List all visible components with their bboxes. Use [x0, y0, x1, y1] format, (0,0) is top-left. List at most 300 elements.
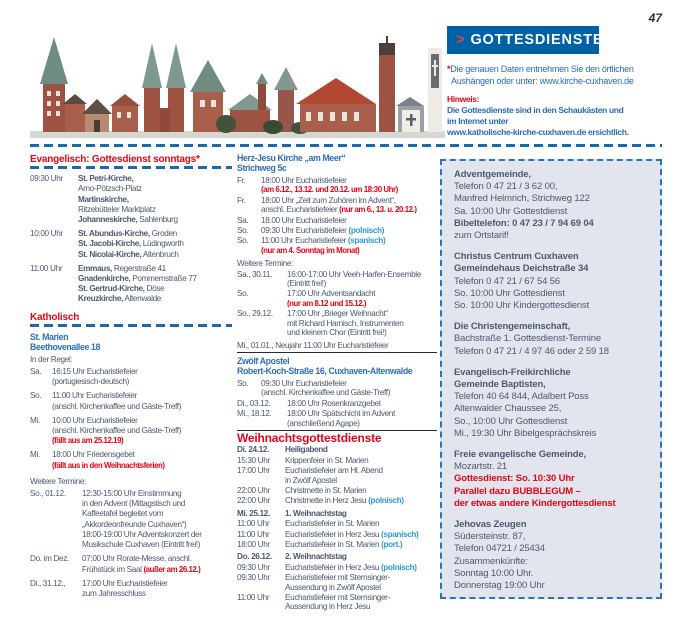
text-segment: Emmaus, — [78, 263, 112, 273]
schedule-row — [237, 530, 437, 539]
row-text — [52, 391, 232, 411]
schedule-row — [237, 466, 437, 485]
text-segment: (nur am 6., 13. u. 20.12.) — [339, 205, 417, 215]
text-line — [82, 499, 232, 509]
text-segment: Arno-Pötzsch-Platz — [78, 184, 142, 194]
text-segment: Weitere Termine: — [30, 476, 86, 486]
row-text — [285, 552, 437, 561]
text-segment: und kleinem Chor (Eintritt frei!) — [287, 328, 387, 338]
text-segment: (polnisch) — [368, 496, 404, 506]
text-segment: Telefon 0 47 21 / 4 97 46 oder 2 59 18 — [454, 345, 609, 357]
churches-skyline-image — [30, 34, 445, 144]
text-segment: Sa. 10:00 Uhr Gottestdienst — [454, 205, 568, 217]
text-line — [285, 540, 437, 549]
row-label: Mi., 18.12. — [237, 409, 272, 419]
text-segment: „Akkordeonfreunde Cuxhaven“) — [82, 519, 187, 529]
text-segment: (port.) — [381, 540, 403, 549]
text-segment: Parallel dazu BUBBLEGUM – — [454, 485, 581, 497]
text-segment: Eucharistiefeier in St. Marien — [285, 540, 382, 549]
schedule-row — [30, 174, 232, 225]
text-segment: Eucharistiefeier am Hl. Abend — [285, 466, 383, 476]
text-line — [261, 196, 437, 205]
text-segment: (am 6.12., 13.12. und 20.12. um 18:30 Uhr) — [261, 185, 398, 195]
text-segment: anschl. Eucharistiefeier — [261, 205, 340, 215]
text-segment: 2. Weihnachtstag — [285, 552, 347, 562]
schedule-row — [237, 563, 437, 572]
text-segment: 12:30-15:00 Uhr Einstimmung — [82, 489, 182, 499]
heading-line — [237, 366, 437, 376]
text-segment: (fällt aus in den Weihnachtsferien) — [52, 460, 165, 470]
church-name-heading — [30, 332, 232, 352]
row-label: Di., 03.12. — [237, 398, 271, 408]
text-segment: Heiligabend — [285, 445, 328, 455]
schedule-row — [30, 391, 232, 411]
text-line — [82, 589, 232, 599]
text-line — [82, 579, 232, 589]
text-segment: Telefon 40 64 844, Adalbert Poss — [454, 391, 589, 403]
text-segment: zum Ortstarif! — [454, 230, 509, 242]
row-text — [287, 270, 437, 289]
schedule-row — [237, 226, 437, 235]
heading-line — [30, 332, 232, 342]
info-line — [454, 193, 654, 205]
schedule-row — [30, 229, 232, 260]
schedule-row — [237, 409, 437, 428]
section-title-banner — [447, 26, 604, 54]
text-line — [52, 367, 232, 377]
info-group — [454, 367, 654, 440]
page-number: 47 — [648, 11, 662, 25]
text-line — [52, 391, 232, 401]
info-line — [454, 218, 654, 230]
row-label: Di. 24.12. — [237, 445, 270, 455]
text-segment: (außer am 26.12.) — [143, 564, 201, 574]
info-group — [454, 449, 654, 510]
text-segment: (Eintritt frei!) — [287, 279, 326, 289]
text-line — [261, 185, 437, 194]
text-line — [237, 259, 437, 268]
schedule-row — [237, 196, 437, 215]
text-segment: Telefon 0 47 21 / 67 54 56 — [454, 275, 560, 287]
row-text — [285, 519, 437, 528]
schedule-row — [237, 309, 437, 337]
row-label: 09:30 Uhr — [237, 562, 270, 572]
text-line — [285, 519, 437, 528]
text-segment: Ritzebütteler Marktplatz — [78, 204, 156, 214]
text-segment: Gemeinde Baptisten, — [454, 379, 546, 391]
text-line — [82, 509, 232, 519]
row-label: Do. im Dez. — [30, 554, 69, 564]
row-text — [52, 450, 232, 470]
text-line — [285, 496, 437, 505]
heading-line — [30, 342, 232, 352]
schedule-row — [30, 367, 232, 387]
text-segment: Johanneskirche, — [78, 215, 138, 225]
row-text — [287, 399, 437, 408]
footnote-line: Die genauen Daten entnehmen Sie den örtlichen — [450, 64, 634, 74]
text-line — [285, 563, 437, 572]
row-label: Mi. 25.12. — [237, 508, 270, 518]
info-line — [454, 498, 654, 510]
row-text — [78, 229, 232, 260]
info-line — [454, 276, 654, 288]
row-text — [287, 309, 437, 337]
text-segment: Zusammenkünfte: — [454, 555, 528, 567]
text-segment: (anschl. Kirchenkaffee und Gäste-Treff) — [52, 426, 182, 436]
hinweis-note — [447, 94, 629, 138]
text-line — [237, 259, 437, 268]
schedule-row — [237, 270, 437, 289]
schedule-row — [237, 573, 437, 592]
text-segment: So., 10:00 Uhr Gottesdienst — [454, 415, 568, 427]
text-line — [287, 279, 437, 288]
text-line — [285, 573, 437, 582]
row-label: Mi. — [30, 415, 40, 425]
row-text — [78, 264, 232, 305]
text-line — [261, 246, 437, 255]
row-label: Di., 31.12., — [30, 578, 66, 588]
dashed-divider — [30, 324, 232, 327]
text-line — [52, 450, 232, 460]
text-segment: Adventgemeinde, — [454, 169, 531, 180]
text-segment: Sonntag 10:00 Uhr. — [454, 567, 534, 579]
row-label: 15:30 Uhr — [237, 455, 270, 465]
schedule-row — [237, 540, 437, 549]
row-label: 18:00 Uhr — [237, 540, 270, 549]
text-segment: 18:00 Uhr „Zeit zum Zuhören im Advent“, — [261, 195, 396, 205]
row-text — [261, 379, 437, 398]
title-arrow-icon: > — [456, 32, 465, 48]
text-segment: Eucharistiefeier in Herz Jesu — [285, 529, 381, 539]
dashed-divider — [30, 144, 662, 147]
text-line — [285, 583, 437, 592]
text-line — [82, 520, 232, 530]
text-segment: Kaffeetafel begleitet vom — [82, 509, 164, 519]
text-segment: Gottesdienst: So. 10:30 Uhr — [454, 473, 575, 485]
row-text — [82, 579, 232, 599]
text-line — [237, 341, 437, 350]
text-segment: in den Advent (Mittagstisch und — [82, 499, 185, 509]
schedule-row — [30, 264, 232, 305]
info-group — [454, 251, 654, 312]
schedule-row — [30, 579, 232, 599]
text-segment: St. Gertrud-Kirche, — [78, 284, 145, 294]
text-segment: Bachstraße 1. Gottesdienst-Termine — [454, 333, 601, 345]
schedule-row — [237, 509, 437, 518]
row-text — [261, 176, 437, 195]
row-label: Sa., 30.11. — [237, 269, 273, 279]
text-segment: (fällt aus am 25.12.19) — [52, 436, 124, 446]
text-line — [52, 436, 232, 446]
row-text — [261, 226, 437, 235]
text-segment: Altenwalde — [122, 294, 161, 304]
heading-line — [237, 163, 437, 173]
text-line — [287, 299, 437, 308]
text-segment: St. Marien — [30, 331, 69, 342]
info-line — [454, 580, 654, 592]
text-segment: Mi., 19:30 Uhr Bibelgesprächskreis — [454, 427, 597, 439]
text-line — [261, 205, 437, 214]
row-label: 17:00 Uhr — [237, 466, 270, 476]
text-segment: (spanisch) — [347, 236, 386, 246]
church-name-heading — [237, 153, 437, 173]
text-segment: Aussendung in Zwölf Apostel — [285, 582, 381, 592]
info-line — [454, 367, 654, 379]
text-line — [78, 215, 232, 225]
text-segment: Donnerstag 19:00 Uhr — [454, 580, 545, 592]
row-label: 11:00 Uhr — [237, 519, 270, 529]
text-segment: Bibeltelefon: 0 47 23 / 7 94 69 04 — [454, 217, 594, 229]
text-segment: (nur am 4. Sonntag im Monat) — [261, 245, 360, 255]
text-segment: (spanisch) — [380, 529, 419, 539]
row-text — [285, 530, 437, 539]
text-segment: 18:00-19:00 Uhr Adventskonzert der — [82, 529, 202, 539]
text-segment: 17:00 Uhr „Brieger Weihnacht“ — [287, 309, 388, 319]
text-segment: Telefon 0 47 21 / 3 62 00, — [454, 181, 558, 193]
text-line — [30, 355, 232, 365]
text-segment: in Zwölf Apostel — [285, 475, 337, 485]
text-line — [78, 195, 232, 205]
text-segment: 11:00 Uhr Eucharistiefeier — [52, 391, 137, 401]
page-title: GOTTESDIENSTE — [470, 32, 604, 48]
schedule-row — [237, 379, 437, 398]
text-segment: Aussendung in Herz Jesu — [285, 602, 371, 612]
text-segment: (anschl. Kirchenkaffee und Gäste-Treff) — [261, 388, 391, 398]
text-segment: 18:00 Uhr Friedensgebet — [52, 450, 135, 460]
text-segment: Altenwalder Chaussee 25, — [454, 403, 562, 415]
row-label: 22:00 Uhr — [237, 496, 270, 506]
text-line — [78, 264, 232, 274]
info-line — [454, 230, 654, 242]
text-line — [78, 174, 232, 184]
text-segment: Krippenfeier in St. Marien — [285, 455, 369, 465]
info-line — [454, 543, 654, 555]
row-label: 09:30 Uhr — [237, 573, 270, 583]
schedule-row — [237, 289, 437, 308]
info-line — [454, 473, 654, 485]
text-segment: (portugiesisch-deutsch) — [52, 377, 130, 387]
schedule-row — [237, 496, 437, 505]
info-group — [454, 321, 654, 358]
text-segment: mit Richard Harnisch, Instrumenten — [287, 318, 404, 328]
row-text — [52, 367, 232, 387]
text-segment: Groden — [149, 229, 177, 239]
section-heading: Evangelisch: Gottesdienst sonntags* — [30, 154, 200, 165]
row-label: 09:30 Uhr — [30, 174, 63, 184]
text-segment: Weitere Termine: — [237, 259, 293, 269]
text-line — [261, 176, 437, 185]
footnote-text — [447, 64, 634, 87]
info-line — [454, 531, 654, 543]
row-label: Mi. — [30, 450, 40, 460]
text-line — [82, 530, 232, 540]
text-line — [287, 419, 437, 428]
info-line — [454, 169, 654, 181]
info-line — [454, 251, 654, 263]
row-text — [285, 466, 437, 485]
text-segment: (anschließend Agape) — [287, 418, 360, 428]
text-segment: Kreuzkirche, — [78, 294, 123, 304]
text-segment: 18:00 Uhr Eucharistiefeier — [261, 176, 347, 185]
text-line — [30, 355, 232, 365]
info-line — [454, 379, 654, 391]
text-line — [82, 489, 232, 499]
text-line — [82, 565, 232, 575]
text-line — [287, 409, 437, 418]
hinweis-line: im Internet unter — [447, 116, 509, 126]
text-line — [285, 552, 437, 561]
heading-line — [237, 153, 437, 163]
info-line — [454, 428, 654, 440]
row-label: Sa. — [237, 215, 249, 225]
schedule-row — [237, 399, 437, 408]
text-line — [285, 530, 437, 539]
text-segment: Eucharistiefeier mit Sternsinger- — [285, 573, 390, 583]
row-text — [285, 540, 437, 549]
row-text — [285, 563, 437, 572]
text-line — [52, 426, 232, 436]
info-line — [454, 486, 654, 498]
schedule-row — [237, 456, 437, 465]
row-label: Do. 26.12. — [237, 552, 272, 562]
text-segment: 18.00 Uhr Eucharistiefeier — [261, 215, 347, 225]
text-segment: Eucharistiefeier in Herz Jesu — [285, 562, 381, 572]
row-label: 22:00 Uhr — [237, 485, 270, 495]
text-segment: 10:00 Uhr Eucharistiefeier — [52, 415, 138, 425]
text-segment: Eucharistiefeier in St. Marien — [285, 519, 380, 529]
text-line — [261, 379, 437, 388]
text-segment: (nur am 8.12 und 15.12.) — [287, 298, 367, 308]
text-segment: Christmette in Herz Jesu — [285, 496, 369, 506]
text-line — [78, 294, 232, 304]
row-label: 10:00 Uhr — [30, 229, 63, 239]
text-segment: Pommernstraße 77 — [130, 274, 197, 284]
text-line — [287, 289, 437, 298]
schedule-row — [30, 554, 232, 574]
text-segment: Christmette in St. Marien — [285, 485, 367, 495]
row-text — [287, 289, 437, 308]
row-text — [52, 416, 232, 447]
text-segment: Zwölf Apostel — [237, 355, 290, 366]
text-segment: zum Jahresschluss — [82, 588, 146, 598]
schedule-row — [30, 489, 232, 550]
info-line — [454, 300, 654, 312]
info-line — [454, 181, 654, 193]
text-segment: St. Abundus-Kirche, — [78, 229, 150, 239]
text-line — [78, 205, 232, 215]
info-line — [454, 346, 654, 358]
row-label: So. — [237, 226, 249, 236]
row-text — [78, 174, 232, 225]
schedule-row — [30, 416, 232, 447]
text-segment: Manfred Helmrich, Strichweg 122 — [454, 193, 590, 205]
hinweis-line: www.katholische-kirche-cuxhaven.de ersichtlich. — [447, 127, 629, 137]
text-segment: (polnisch) — [380, 562, 417, 572]
text-line — [237, 341, 437, 350]
text-line — [285, 476, 437, 485]
text-segment: Evangelisch-Freikirchliche — [454, 366, 571, 378]
text-line — [30, 477, 232, 487]
row-text — [287, 409, 437, 428]
text-segment: Strichweg 5c — [237, 163, 287, 173]
text-line — [285, 445, 437, 454]
text-segment: St. Jacobi-Kirche, — [78, 239, 141, 249]
text-segment: Freie evangelische Gemeinde, — [454, 449, 587, 461]
asterisk-marker: * — [447, 64, 451, 74]
info-group — [454, 519, 654, 592]
schedule-row — [237, 216, 437, 225]
schedule-row — [237, 593, 437, 612]
text-line — [287, 319, 437, 328]
text-segment: der etwas andere Kindergottesdienst — [454, 497, 616, 509]
row-label: Fr. — [237, 176, 246, 185]
text-line — [78, 250, 232, 260]
text-segment: Beethovenallee 18 — [30, 341, 100, 352]
text-segment: Döse — [144, 284, 165, 294]
church-name-heading — [237, 356, 437, 376]
text-line — [261, 236, 437, 245]
text-line — [52, 402, 232, 412]
schedule-row — [237, 236, 437, 255]
info-line — [454, 288, 654, 300]
text-segment: Lüdingworth — [140, 239, 184, 249]
column-herz-jesu-zwoelf-apostel — [237, 153, 437, 613]
row-text — [285, 445, 437, 454]
row-text — [82, 554, 232, 574]
info-line — [454, 403, 654, 415]
schedule-row — [30, 450, 232, 470]
text-segment: Frühstück im Saal — [82, 564, 144, 574]
text-line — [287, 270, 437, 279]
info-group — [454, 169, 654, 242]
row-label: Sa. — [30, 367, 42, 377]
row-label: 11:00 Uhr — [30, 263, 63, 273]
row-text — [261, 236, 437, 255]
text-line — [261, 226, 437, 235]
info-line — [454, 321, 654, 333]
info-line — [454, 568, 654, 580]
text-segment: 16:15 Uhr Eucharistiefeier — [52, 367, 138, 377]
section-heading: Weihnachtsgottestdienste — [237, 430, 382, 445]
info-line — [454, 263, 654, 275]
text-line — [287, 399, 437, 408]
row-text — [285, 573, 437, 592]
schedule-row — [237, 445, 437, 454]
text-segment: 11:00 Uhr Eucharistiefeier — [261, 236, 348, 246]
text-line — [78, 284, 232, 294]
schedule-row — [237, 552, 437, 561]
text-segment: 17:00 Uhr Adventsandacht — [287, 289, 376, 299]
info-line — [454, 206, 654, 218]
text-line — [285, 486, 437, 495]
text-line — [285, 456, 437, 465]
info-line — [454, 416, 654, 428]
text-segment: Regerstraße 41 — [111, 263, 166, 273]
text-segment: So. 10:00 Uhr Kindergottesdienst — [454, 300, 590, 312]
section-heading: Katholisch — [30, 311, 80, 323]
text-segment: Herz-Jesu Kirche „am Meer“ — [237, 153, 346, 163]
info-line — [454, 391, 654, 403]
text-segment: Mi., 01.01., Neujahr 11:00 Uhr Eucharistiefeier — [237, 340, 389, 350]
row-text — [285, 593, 437, 612]
row-label: So. — [237, 289, 249, 299]
text-segment: Jehovas Zeugen — [454, 519, 527, 531]
text-line — [52, 461, 232, 471]
hinweis-label: Hinweis: — [447, 94, 480, 104]
row-label: 11:00 Uhr — [237, 529, 270, 539]
text-segment: 1. Weihnachtstag — [285, 508, 347, 518]
text-line — [261, 388, 437, 397]
